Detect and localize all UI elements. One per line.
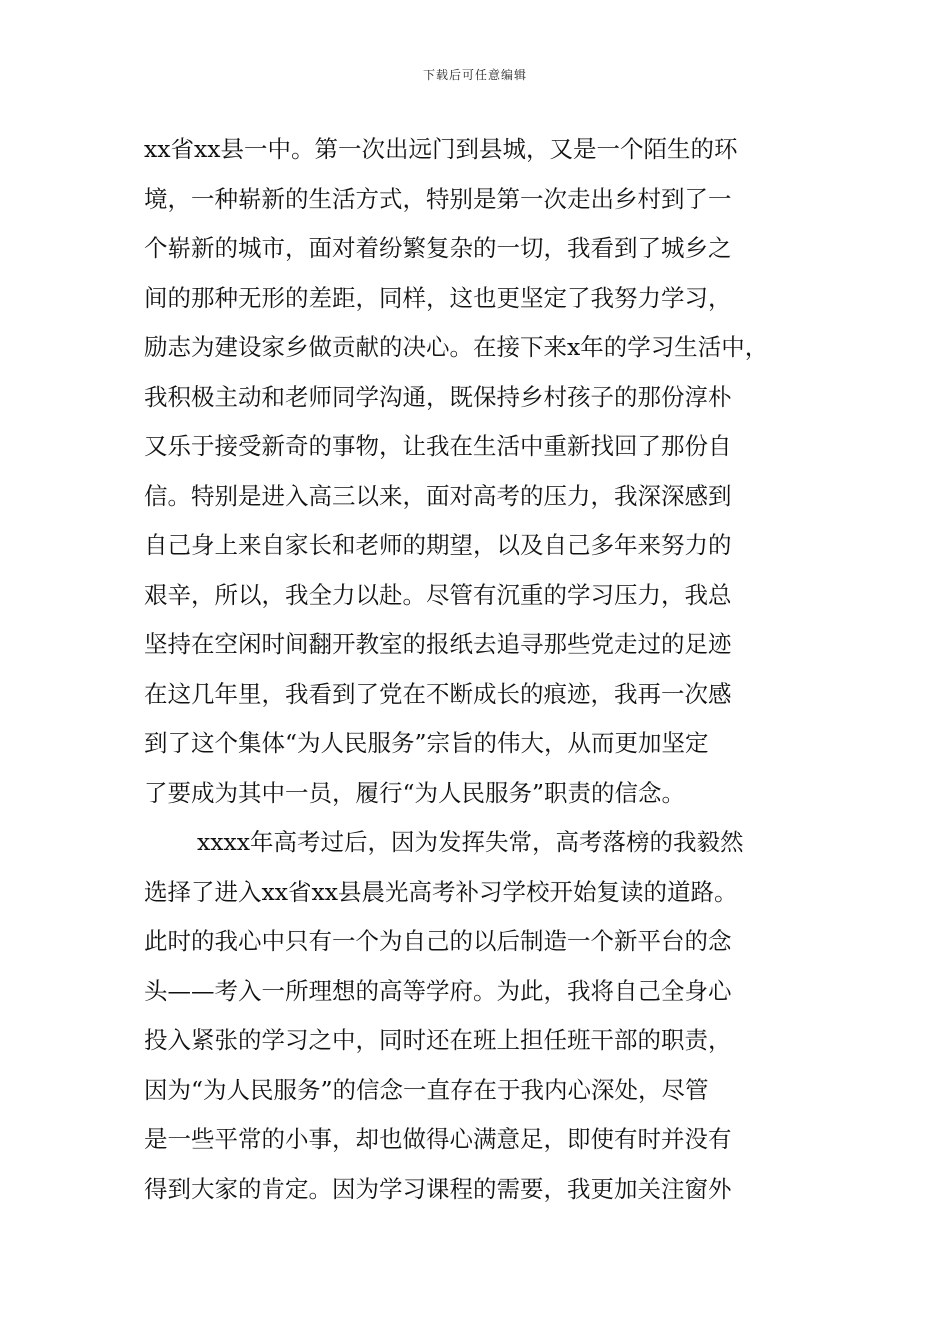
text-line: 是一些平常的小事，却也做得心满意足，即使有时并没有 — [144, 1125, 732, 1153]
text-line: 头——考入一所理想的高等学府。为此，我将自己全身心 — [144, 976, 732, 1005]
text-line: 间的那种无形的差距，同样，这也更坚定了我努力学习， — [144, 283, 732, 312]
text-line: 了要成为其中一员，履行“为人民服务”职责的信念。 — [144, 778, 686, 807]
text-line: 投入紧张的学习之中，同时还在班上担任班干部的职责， — [144, 1026, 732, 1054]
text-line: 又乐于接受新奇的事物，让我在生活中重新找回了那份自 — [144, 432, 732, 460]
page-header: 下载后可任意编辑 — [422, 68, 527, 82]
text-line: 此时的我心中只有一个为自己的以后制造一个新平台的念 — [144, 927, 732, 955]
text-line: 得到大家的肯定。因为学习课程的需要，我更加关注窗外 — [144, 1174, 732, 1203]
text-line: xxxx年高考过后，因为发挥失常，高考落榜的我毅然 — [197, 828, 744, 856]
body-text — [144, 125, 808, 1214]
text-line: 在这几年里，我看到了党在不断成长的痕迹，我再一次感 — [144, 679, 732, 708]
text-line: 我积极主动和老师同学沟通，既保持乡村孩子的那份淳朴 — [144, 382, 732, 411]
text-line: 励志为建设家乡做贡献的决心。在接下来x年的学习生活中， — [144, 333, 769, 361]
text-line: 自己身上来自家长和老师的期望，以及自己多年来努力的 — [144, 531, 732, 559]
text-line: 因为“为人民服务”的信念一直存在于我内心深处，尽管 — [144, 1075, 709, 1104]
text-line: 艰辛，所以，我全力以赴。尽管有沉重的学习压力，我总 — [144, 580, 732, 609]
text-line: 信。特别是进入高三以来，面对高考的压力，我深深感到 — [144, 481, 732, 510]
text-line: 坚持在空闲时间翻开教室的报纸去追寻那些党走过的足迹 — [144, 630, 732, 658]
text-line: 到了这个集体“为人民服务”宗旨的伟大，从而更加坚定 — [144, 729, 709, 757]
text-line: 境，一种崭新的生活方式，特别是第一次走出乡村到了一 — [144, 184, 732, 213]
text-line: 个崭新的城市，面对着纷繁复杂的一切，我看到了城乡之 — [144, 234, 732, 262]
text-line: 选择了进入xx省xx县晨光高考补习学校开始复读的道路。 — [144, 877, 738, 906]
text-line: xx省xx县一中。第一次出远门到县城，又是一个陌生的环 — [144, 135, 738, 163]
